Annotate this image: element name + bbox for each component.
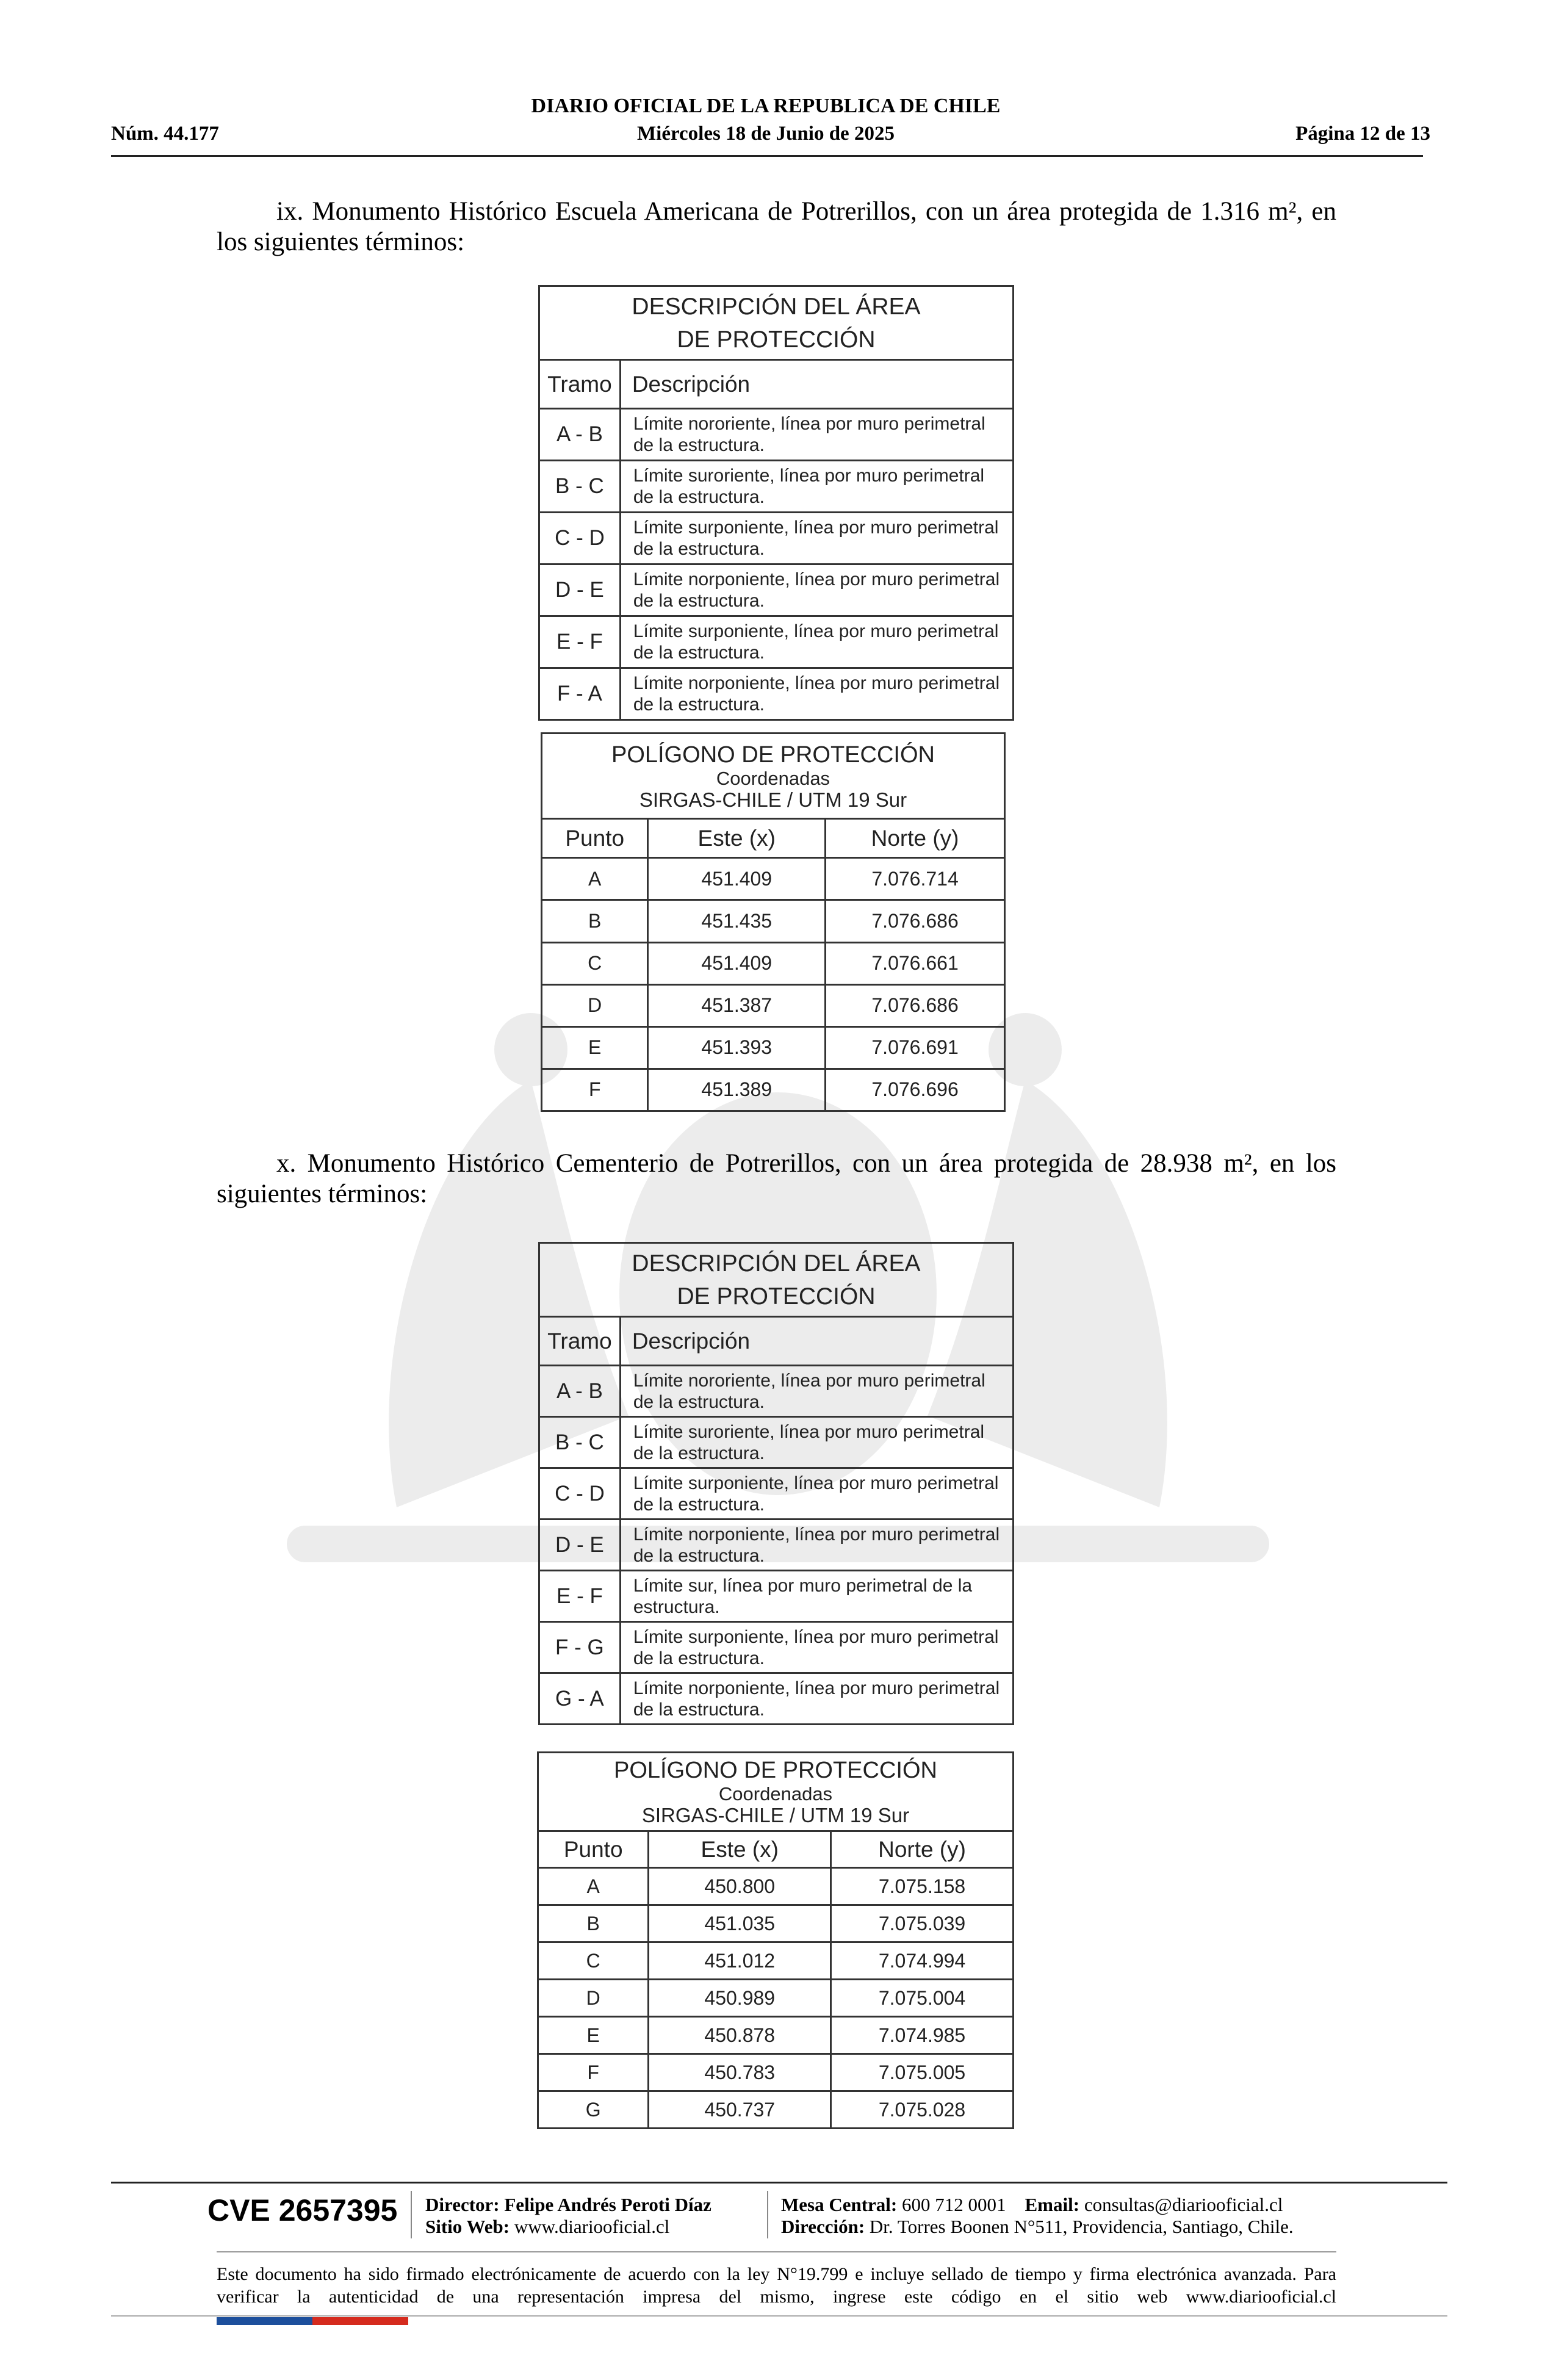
norte-cell: 7.075.158 — [831, 1868, 1014, 1905]
footer-separator — [411, 2191, 412, 2238]
column-header-norte: Norte (y) — [831, 1831, 1014, 1868]
tramo-cell: B - C — [539, 1417, 621, 1468]
newspaper-title: DIARIO OFICIAL DE LA REPUBLICA DE CHILE — [531, 95, 1001, 117]
descripcion-cell: Límite norponiente, línea por muro perimetral de la estructura. — [620, 1673, 1013, 1725]
footer-website — [425, 2215, 669, 2238]
este-cell: 450.800 — [649, 1868, 831, 1905]
descripcion-cell: Límite nororiente, línea por muro perimetral de la estructura. — [620, 1366, 1013, 1417]
footer-address — [781, 2215, 1294, 2238]
footer-divider — [111, 2182, 1447, 2183]
tramo-cell: A - B — [539, 409, 621, 461]
punto-cell: C — [538, 1942, 649, 1980]
table-row — [539, 1366, 1014, 1417]
punto-cell: F — [538, 2054, 649, 2091]
norte-cell: 7.074.985 — [831, 2017, 1014, 2054]
footer-inner-divider — [217, 2251, 1336, 2252]
description-table-title: DESCRIPCIÓN DEL ÁREA DE PROTECCIÓN — [539, 1243, 1014, 1317]
footer-separator — [767, 2191, 768, 2238]
table-row — [538, 1905, 1014, 1942]
polygon-table-title: POLÍGONO DE PROTECCIÓN Coordenadas SIRGAS-CHILE / UTM 19 Sur — [538, 1753, 1014, 1831]
punto-cell: B — [542, 900, 648, 942]
flag-stripe-red — [312, 2317, 408, 2325]
table-row — [538, 1980, 1014, 2017]
punto-cell: D — [542, 984, 648, 1026]
este-cell: 451.387 — [648, 984, 826, 1026]
table-row — [538, 2017, 1014, 2054]
table-row — [542, 984, 1005, 1026]
norte-cell: 7.075.004 — [831, 1980, 1014, 2017]
descripcion-cell: Límite surponiente, línea por muro perimetral de la estructura. — [620, 513, 1013, 564]
descripcion-cell: Límite norponiente, línea por muro perimetral de la estructura. — [620, 1520, 1013, 1571]
description-table-ix — [538, 285, 1014, 721]
mesa-label: Mesa Central: — [781, 2194, 898, 2215]
column-header-este: Este (x) — [648, 819, 826, 858]
punto-cell: E — [538, 2017, 649, 2054]
footer-director — [425, 2193, 711, 2216]
norte-cell: 7.076.691 — [826, 1026, 1005, 1069]
descripcion-cell: Límite surponiente, línea por muro perimetral de la estructura. — [620, 616, 1013, 668]
director-label: Director: — [425, 2194, 500, 2215]
table-row — [538, 1942, 1014, 1980]
website-link[interactable]: www.diariooficial.cl — [514, 2216, 670, 2237]
table-row — [542, 858, 1005, 900]
column-header-descripcion: Descripción — [620, 360, 1013, 409]
punto-cell: F — [542, 1069, 648, 1111]
table-row — [542, 942, 1005, 984]
norte-cell: 7.076.686 — [826, 900, 1005, 942]
norte-cell: 7.075.005 — [831, 2054, 1014, 2091]
polygon-table-x — [537, 1751, 1014, 2129]
este-cell: 451.435 — [648, 900, 826, 942]
este-cell: 451.012 — [649, 1942, 831, 1980]
table-row — [538, 2054, 1014, 2091]
column-header-punto: Punto — [538, 1831, 649, 1868]
norte-cell: 7.074.994 — [831, 1942, 1014, 1980]
polygon-table-title: POLÍGONO DE PROTECCIÓN Coordenadas SIRGAS-CHILE / UTM 19 Sur — [542, 734, 1005, 819]
address-value: Dr. Torres Boonen N°511, Providencia, Santiago, Chile. — [869, 2216, 1294, 2237]
este-cell: 451.393 — [648, 1026, 826, 1069]
norte-cell: 7.076.714 — [826, 858, 1005, 900]
descripcion-cell: Límite surponiente, línea por muro perimetral de la estructura. — [620, 1468, 1013, 1520]
este-cell: 451.409 — [648, 858, 826, 900]
punto-cell: B — [538, 1905, 649, 1942]
email-link[interactable]: consultas@diariooficial.cl — [1084, 2194, 1283, 2215]
header-divider — [111, 155, 1423, 157]
column-header-este: Este (x) — [649, 1831, 831, 1868]
table-row — [539, 1622, 1014, 1673]
tramo-cell: A - B — [539, 1366, 621, 1417]
punto-cell: G — [538, 2091, 649, 2129]
column-header-norte: Norte (y) — [826, 819, 1005, 858]
column-header-tramo: Tramo — [539, 360, 621, 409]
table-row — [542, 1069, 1005, 1111]
norte-cell: 7.076.686 — [826, 984, 1005, 1026]
descripcion-cell: Límite norponiente, línea por muro perimetral de la estructura. — [620, 668, 1013, 720]
table-row — [539, 616, 1014, 668]
tramo-cell: G - A — [539, 1673, 621, 1725]
footer-contact — [781, 2193, 1283, 2216]
legal-notice: Este documento ha sido firmado electrónicamente de acuerdo con la ley N°19.799 e incluye sellado de tiempo y firma electrónica avanzada. Para verificar la autenticidad de una representación impresa del mismo, ingrese este código en el sitio web www.diariooficial.cl — [217, 2264, 1336, 2307]
paragraph-x: x. Monumento Histórico Cementerio de Potrerillos, con un área protegida de 28.938 m², en los siguientes términos: — [217, 1149, 1336, 1208]
description-table-x — [538, 1242, 1014, 1725]
description-table-title: DESCRIPCIÓN DEL ÁREA DE PROTECCIÓN — [539, 286, 1014, 360]
column-header-tramo: Tramo — [539, 1317, 621, 1366]
flag-stripe-blue — [217, 2317, 312, 2325]
norte-cell: 7.075.039 — [831, 1905, 1014, 1942]
paragraph-ix: ix. Monumento Histórico Escuela Americana de Potrerillos, con un área protegida de 1.316 m², en los siguientes términos: — [217, 197, 1336, 256]
email-label: Email: — [1025, 2194, 1080, 2215]
tramo-cell: B - C — [539, 461, 621, 513]
table-row — [539, 409, 1014, 461]
tramo-cell: F - A — [539, 668, 621, 720]
este-cell: 451.409 — [648, 942, 826, 984]
mesa-value: 600 712 0001 — [902, 2194, 1006, 2215]
tramo-cell: C - D — [539, 1468, 621, 1520]
norte-cell: 7.076.661 — [826, 942, 1005, 984]
punto-cell: A — [542, 858, 648, 900]
table-row — [538, 1868, 1014, 1905]
issue-number: Núm. 44.177 — [111, 123, 219, 145]
column-header-punto: Punto — [542, 819, 648, 858]
footer-bottom-divider — [111, 2315, 1447, 2317]
issue-date: Miércoles 18 de Junio de 2025 — [637, 123, 895, 145]
descripcion-cell: Límite suroriente, línea por muro perimetral de la estructura. — [620, 1417, 1013, 1468]
table-row — [539, 1520, 1014, 1571]
address-label: Dirección: — [781, 2216, 865, 2237]
tramo-cell: E - F — [539, 616, 621, 668]
descripcion-cell: Límite norponiente, línea por muro perimetral de la estructura. — [620, 564, 1013, 616]
table-row — [539, 1673, 1014, 1725]
punto-cell: E — [542, 1026, 648, 1069]
tramo-cell: C - D — [539, 513, 621, 564]
descripcion-cell: Límite sur, línea por muro perimetral de la estructura. — [620, 1571, 1013, 1622]
norte-cell: 7.075.028 — [831, 2091, 1014, 2129]
table-row — [539, 461, 1014, 513]
descripcion-cell: Límite surponiente, línea por muro perimetral de la estructura. — [620, 1622, 1013, 1673]
punto-cell: C — [542, 942, 648, 984]
tramo-cell: D - E — [539, 1520, 621, 1571]
table-row — [539, 1468, 1014, 1520]
table-row — [538, 2091, 1014, 2129]
este-cell: 451.035 — [649, 1905, 831, 1942]
este-cell: 451.389 — [648, 1069, 826, 1111]
director-name: Felipe Andrés Peroti Díaz — [504, 2194, 711, 2215]
column-header-descripcion: Descripción — [620, 1317, 1013, 1366]
descripcion-cell: Límite nororiente, línea por muro perimetral de la estructura. — [620, 409, 1013, 461]
este-cell: 450.783 — [649, 2054, 831, 2091]
table-row — [539, 1417, 1014, 1468]
este-cell: 450.989 — [649, 1980, 831, 2017]
este-cell: 450.878 — [649, 2017, 831, 2054]
table-row — [542, 900, 1005, 942]
table-row — [539, 513, 1014, 564]
norte-cell: 7.076.696 — [826, 1069, 1005, 1111]
page-number: Página 12 de 13 — [1295, 123, 1430, 145]
website-label: Sitio Web: — [425, 2216, 510, 2237]
tramo-cell: D - E — [539, 564, 621, 616]
descripcion-cell: Límite suroriente, línea por muro perimetral de la estructura. — [620, 461, 1013, 513]
table-row — [539, 564, 1014, 616]
tramo-cell: E - F — [539, 1571, 621, 1622]
punto-cell: A — [538, 1868, 649, 1905]
este-cell: 450.737 — [649, 2091, 831, 2129]
tramo-cell: F - G — [539, 1622, 621, 1673]
table-row — [539, 1571, 1014, 1622]
cve-code: CVE 2657395 — [207, 2193, 398, 2227]
polygon-table-ix — [541, 732, 1006, 1112]
table-row — [539, 668, 1014, 720]
table-row — [542, 1026, 1005, 1069]
punto-cell: D — [538, 1980, 649, 2017]
